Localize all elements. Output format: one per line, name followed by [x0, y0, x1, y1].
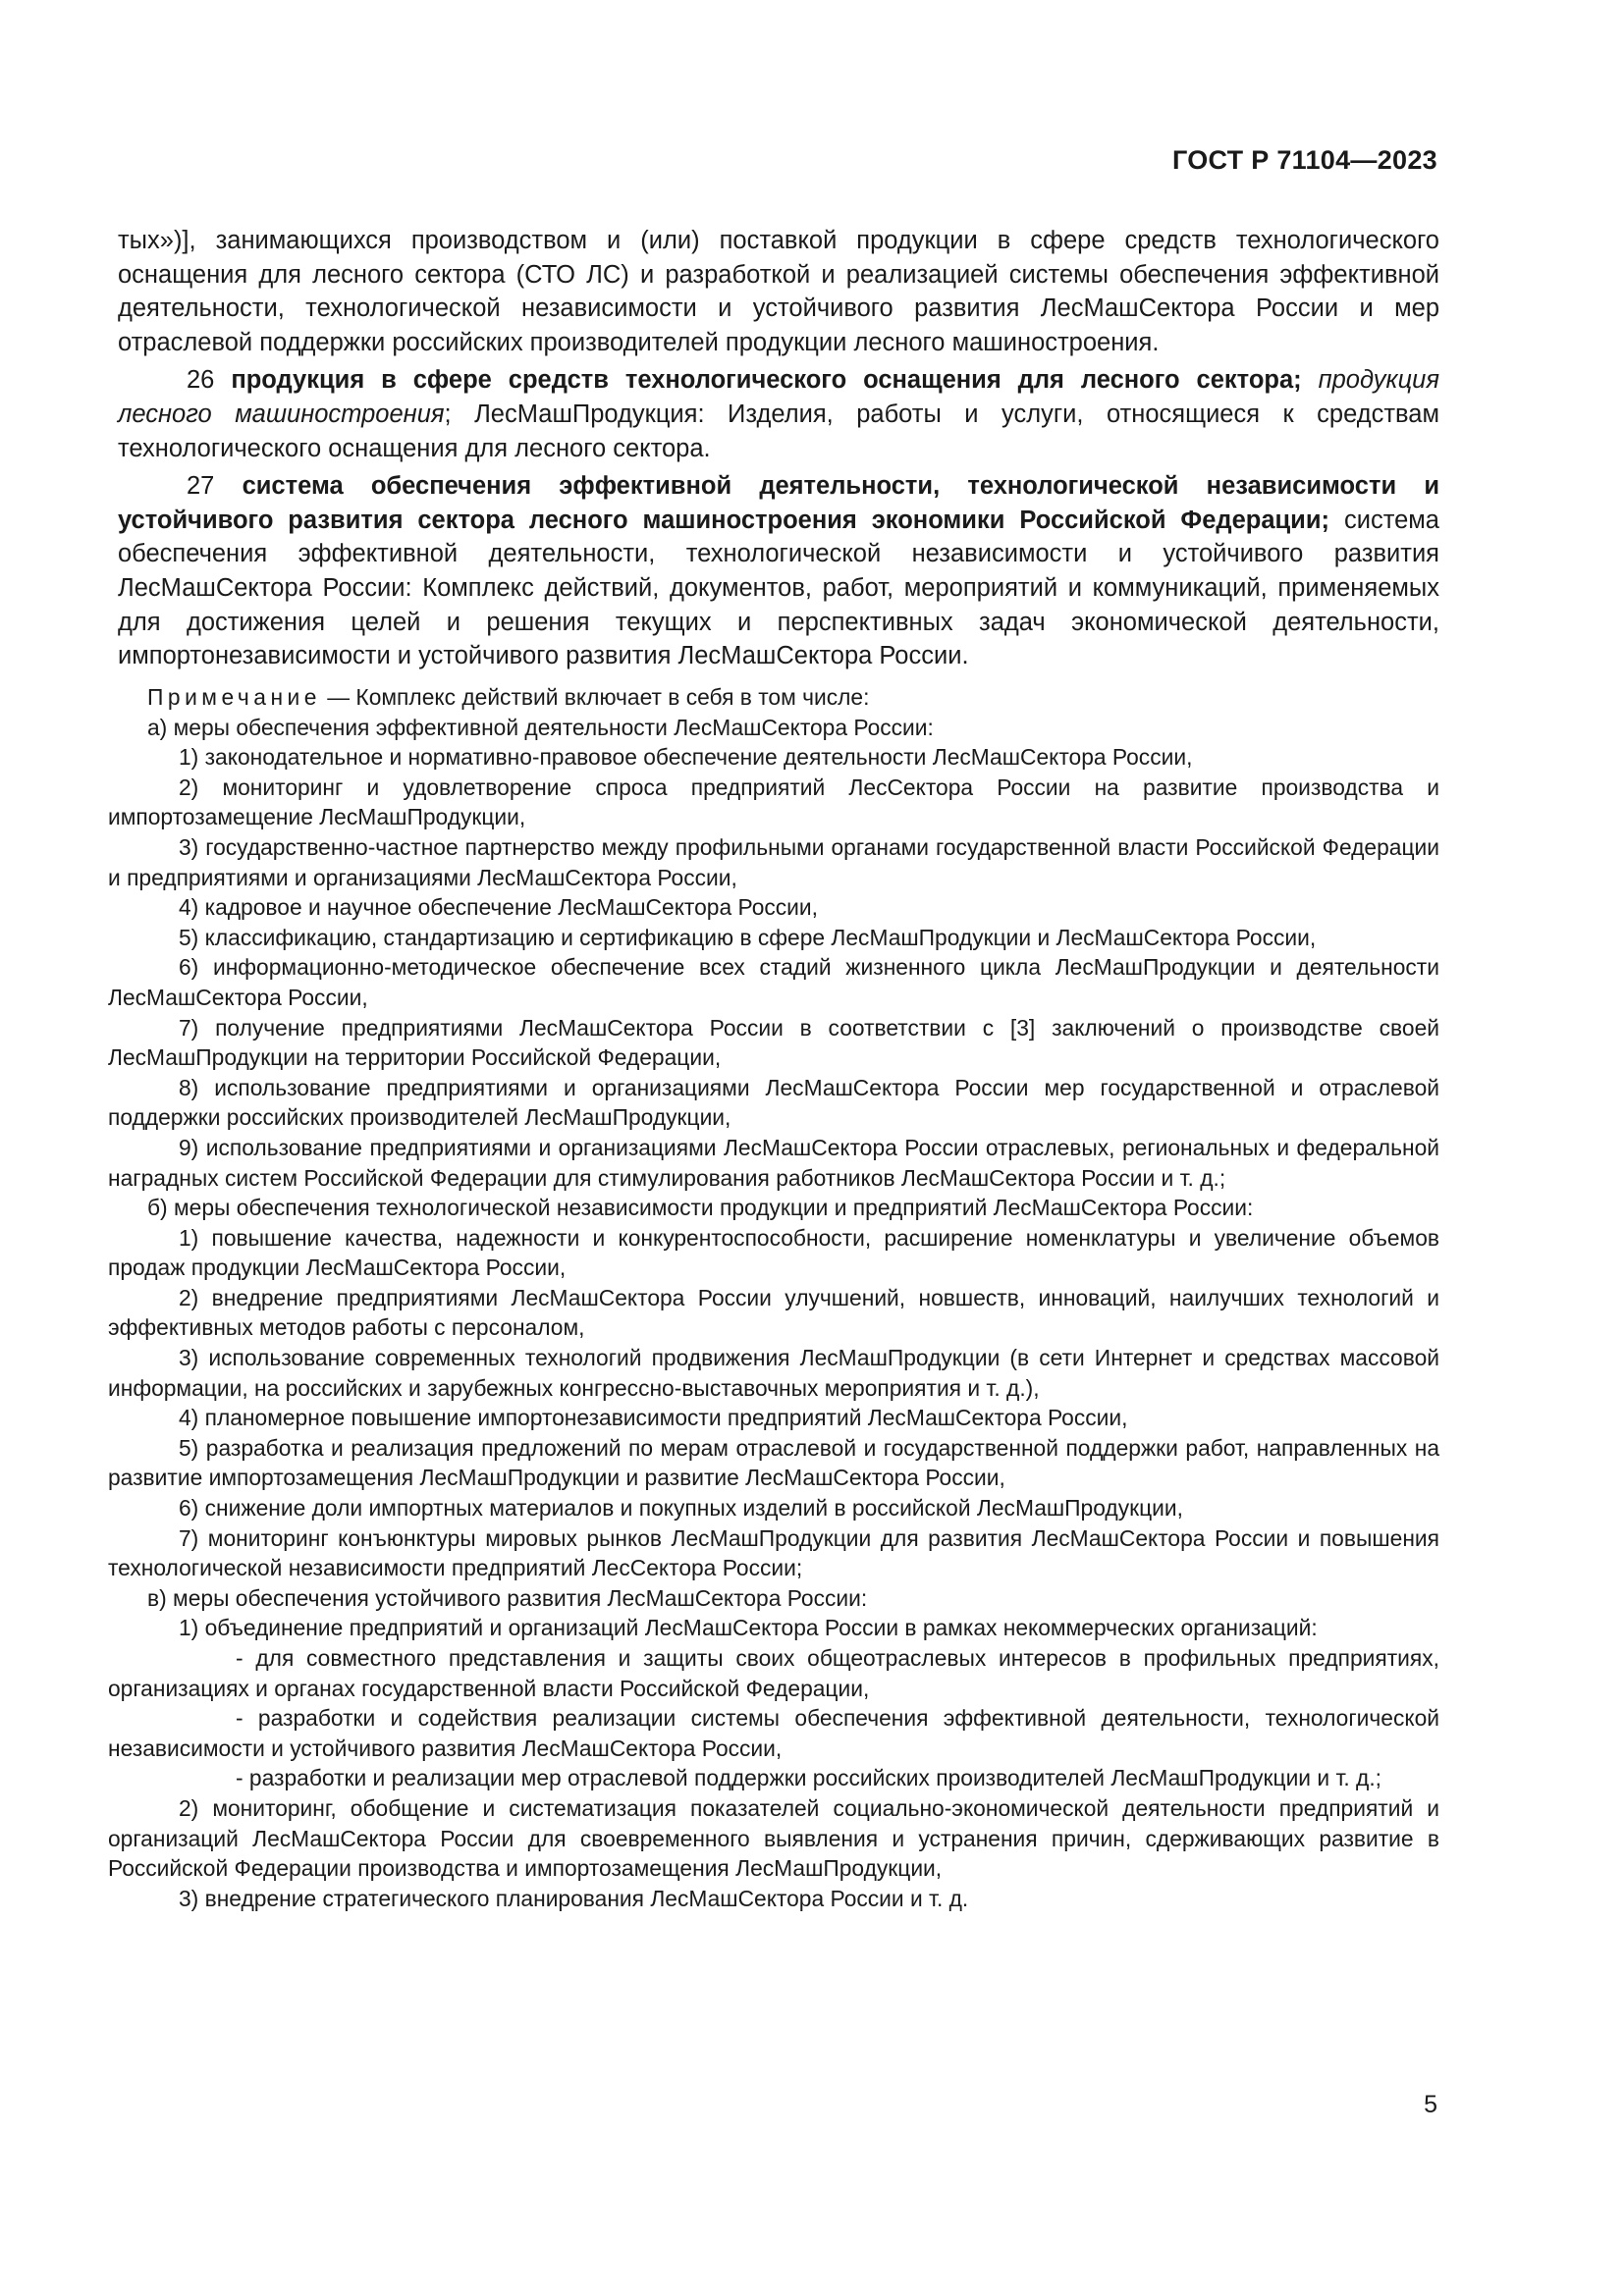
- term-27-title: система обеспечения эффективной деятельности, технологической независимости и устойчивого развития сектора лесного машиностроения экономики Российской Федерации;: [118, 472, 1439, 534]
- note-list-item: 1) повышение качества, надежности и конкурентоспособности, расширение номенклатуры и увеличение объемов продаж продукции ЛесМашСектора России,: [108, 1224, 1439, 1281]
- note-list-item: 2) мониторинг и удовлетворение спроса предприятий ЛесСектора России на развитие производства и импортозамещение ЛесМашПродукции,: [108, 774, 1439, 830]
- term-27-number: 27: [187, 472, 215, 501]
- term-27: [118, 469, 1439, 673]
- term-26: [118, 363, 1439, 465]
- note-list-item: 4) планомерное повышение импортонезависимости предприятий ЛесМашСектора России,: [179, 1405, 1128, 1431]
- note-list-item: 6) снижение доли импортных материалов и покупных изделий в российской ЛесМашПродукции,: [179, 1495, 1183, 1522]
- term-26-synonym: продукция лесного машиностроения: [118, 366, 1439, 428]
- page-number: 5: [1424, 2091, 1437, 2118]
- note-list-item: 2) мониторинг, обобщение и систематизация показателей социально-экономической деятельности предприятий и организаций ЛесМашСектора России для своевременного выявления и устранения причин, сдерживающих развитие в Российской Федерации производства и импортозамещения ЛесМашПродукции,: [108, 1794, 1439, 1882]
- note-intro: [108, 682, 1439, 713]
- note-list-item: 3) использование современных технологий продвижения ЛесМашПродукции (в сети Интернет и средствах массовой информации, на российских и зарубежных конгрессно-выставочных мероприятия и т. д.),: [108, 1345, 1439, 1401]
- note-list-item: 3) внедрение стратегического планирования ЛесМашСектора России и т. д.: [179, 1885, 969, 1911]
- note-list-item: 8) использование предприятиями и организациями ЛесМашСектора России мер государственной и отраслевой поддержки российских производителей ЛесМашПродукции,: [108, 1074, 1439, 1131]
- term-26-title: продукция в сфере средств технологического оснащения для лесного сектора;: [231, 366, 1302, 395]
- note-list-item: 6) информационно-методическое обеспечение всех стадий жизненного цикла ЛесМашПродукции и деятельности ЛесМашСектора России,: [108, 954, 1439, 1010]
- term-27-definition: система обеспечения эффективной деятельности, технологической независимости и устойчивого развития ЛесМашСектора России: Комплекс действий, документов, работ, мероприятий и коммуникаций, применяемых для достижения целей и решения текущих и перспективных задач экономической деятельности, импортонезависимости и устойчивого развития ЛесМашСектора России.: [118, 506, 1439, 670]
- note-list-item: 5) классификацию, стандартизацию и сертификацию в сфере ЛесМашПродукции и ЛесМашСектора России,: [179, 924, 1317, 950]
- note-list-item: - разработки и содействия реализации системы обеспечения эффективной деятельности, технологической независимости и устойчивого развития ЛесМашСектора России,: [108, 1705, 1439, 1761]
- term-26-number: 26: [187, 366, 215, 395]
- note-intro-text: — Комплекс действий включает в себя в том числе:: [320, 684, 870, 710]
- document-header: ГОСТ Р 71104—2023: [1171, 145, 1437, 175]
- note-label: Примечание: [147, 684, 321, 710]
- note-list-item: 5) разработка и реализация предложений по мерам отраслевой и государственной поддержки работ, направленных на развитие импортозамещения ЛесМашПродукции и развитие ЛесМашСектора России,: [108, 1434, 1439, 1491]
- note-list-item: а) меры обеспечения эффективной деятельности ЛесМашСектора России:: [147, 714, 934, 740]
- note-list-item: 4) кадровое и научное обеспечение ЛесМашСектора России,: [179, 894, 818, 921]
- term-26-definition: ; ЛесМашПродукция: Изделия, работы и услуги, относящиеся к средствам технологического оснащения для лесного сектора.: [118, 400, 1439, 462]
- note-list-item: 9) использование предприятиями и организациями ЛесМашСектора России отраслевых, региональных и федеральной наградных систем Российской Федерации для стимулирования работников ЛесМашСектора России и т. д.;: [108, 1134, 1439, 1191]
- note-list-item: - разработки и реализации мер отраслевой поддержки российских производителей ЛесМашПродукции и т. д.;: [236, 1765, 1381, 1791]
- note-list-item: в) меры обеспечения устойчивого развития ЛесМашСектора России:: [147, 1584, 868, 1611]
- continuation-paragraph: тых»)], занимающихся производством и (или) поставкой продукции в сфере средств технологического оснащения для лесного сектора (СТО ЛС) и разработкой и реализацией системы обеспечения эффективной деятельности, технологической независимости и устойчивого развития ЛесМашСектора России и мер отраслевой поддержки российских производителей продукции лесного машиностроения.: [118, 227, 1439, 356]
- note-items: [108, 713, 1439, 1914]
- note-list-item: 7) мониторинг конъюнктуры мировых рынков ЛесМашПродукции для развития ЛесМашСектора России и повышения технологической независимости предприятий ЛесСектора России;: [108, 1524, 1439, 1581]
- note-list-item: 1) объединение предприятий и организаций ЛесМашСектора России в рамках некоммерческих организаций:: [179, 1615, 1318, 1641]
- note-list-item: 3) государственно-частное партнерство между профильными органами государственной власти Российской Федерации и предприятиями и организациями ЛесМашСектора России,: [108, 833, 1439, 890]
- main-text: [118, 224, 1439, 673]
- note-list-item: б) меры обеспечения технологической независимости продукции и предприятий ЛесМашСектора России:: [147, 1195, 1254, 1221]
- note-list-item: 1) законодательное и нормативно-правовое обеспечение деятельности ЛесМашСектора России,: [179, 744, 1193, 771]
- note-block: [108, 682, 1439, 1913]
- note-list-item: - для совместного представления и защиты своих общеотраслевых интересов в профильных предприятиях, организациях и органах государственной власти Российской Федерации,: [108, 1645, 1439, 1701]
- note-list-item: 2) внедрение предприятиями ЛесМашСектора России улучшений, новшеств, инноваций, наилучших технологий и эффективных методов работы с персоналом,: [108, 1284, 1439, 1341]
- note-list-item: 7) получение предприятиями ЛесМашСектора России в соответствии с [3] заключений о производстве своей ЛесМашПродукции на территории Российской Федерации,: [108, 1014, 1439, 1071]
